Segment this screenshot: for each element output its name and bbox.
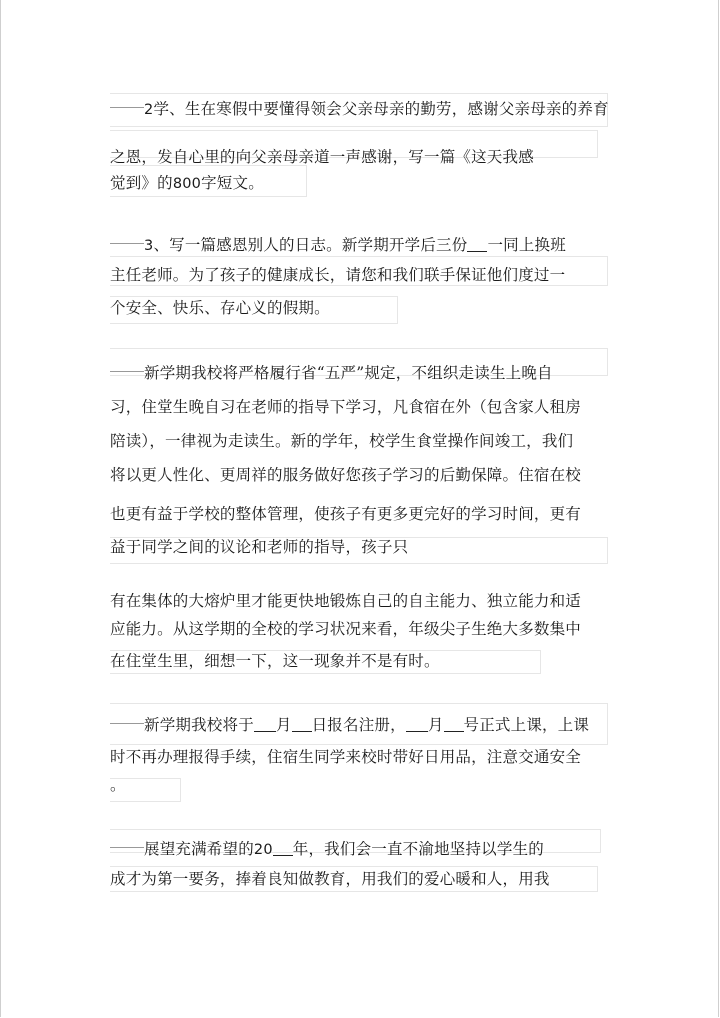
item-3-line-1 <box>110 234 566 257</box>
school-para-line-6: 益于同学之间的议论和老师的指导，孩子只 <box>110 538 409 556</box>
school-para-line-8: 应能力。从这学期的全校的学习状况来看，年级尖子生绝大多数集中 <box>110 620 582 638</box>
school-para-line-1 <box>110 362 553 384</box>
text: 学、生在寒假中要懂得领会父亲母亲的勤劳，感谢父亲母亲的养育 <box>153 100 609 118</box>
register-para-line-2: 时不再办理报得手续，住宿生同学来校时带好日用品，注意交通安全 <box>110 748 582 766</box>
text: 月 <box>427 716 444 734</box>
indent-rule <box>110 371 144 372</box>
item-number: 2 <box>144 102 154 118</box>
word-count: 800 <box>172 176 202 192</box>
fill-blank <box>467 236 487 252</box>
text: 月 <box>275 716 292 734</box>
month-blank <box>406 716 428 732</box>
text: 年，我们会一直不渝地坚持以学生的 <box>292 840 544 858</box>
register-para-line-1 <box>110 714 589 736</box>
school-para-line-7: 有在集体的大熔炉里才能更快地锻炼自己的自主能力、独立能力和适 <box>110 592 582 610</box>
year-prefix: 20 <box>253 842 273 858</box>
indent-rule <box>110 243 144 244</box>
school-para-line-9: 在住堂生里，细想一下，这一现象并不是有时。 <box>110 652 440 670</box>
item-3-line-3: 个安全、快乐、存心义的假期。 <box>110 299 330 317</box>
indent-rule <box>110 107 144 108</box>
school-para-line-5: 也更有益于学校的整体管理，使孩子有更多更完好的学习时间，更有 <box>110 505 582 523</box>
text: 新学期我校将严格履行省“五严”规定，不组织走读生上晚自 <box>144 364 553 382</box>
item-3-line-2: 主任老师。为了孩子的健康成长，请您和我们联手保证他们度过一 <box>110 266 566 284</box>
school-para-line-3: 陪读），一律视为走读生。新的学年，校学生食堂操作间竣工，我们 <box>110 432 574 450</box>
school-para-line-4: 将以更人性化、更周祥的服务做好您孩子学习的后勤保障。住宿在校 <box>110 466 582 484</box>
text: 觉到》的 <box>110 174 173 192</box>
text: 日报名注册， <box>311 716 406 734</box>
month-blank <box>254 716 276 732</box>
outlook-para-line-1 <box>110 838 544 861</box>
year-blank <box>273 840 293 856</box>
school-para-line-2: 习，住堂生晚自习在老师的指导下学习，凡食宿在外（包含家人租房 <box>110 398 582 416</box>
item-2-line-2: 之恩，发自心里的向父亲母亲道一声感谢，写一篇《这天我感 <box>110 148 534 166</box>
item-2-line-3 <box>110 172 264 195</box>
indent-rule <box>110 847 144 848</box>
text: 、写一篇感恩别人的日志。新学期开学后三份 <box>153 236 468 254</box>
day-blank <box>444 716 464 732</box>
text: 一同上换班 <box>487 236 566 254</box>
text: 号正式上课，上课 <box>463 716 590 734</box>
register-para-line-3: 。 <box>110 776 126 794</box>
indent-rule <box>110 723 144 724</box>
text: 字短文。 <box>201 174 264 192</box>
text: 新学期我校将于 <box>144 716 254 734</box>
outlook-para-line-2: 成才为第一要务，捧着良知做教育，用我们的爱心暖和人，用我 <box>110 870 550 888</box>
text: 展望充满希望的 <box>144 840 254 858</box>
day-blank <box>292 716 312 732</box>
item-2-line-1 <box>110 98 609 121</box>
item-number: 3 <box>144 238 154 254</box>
